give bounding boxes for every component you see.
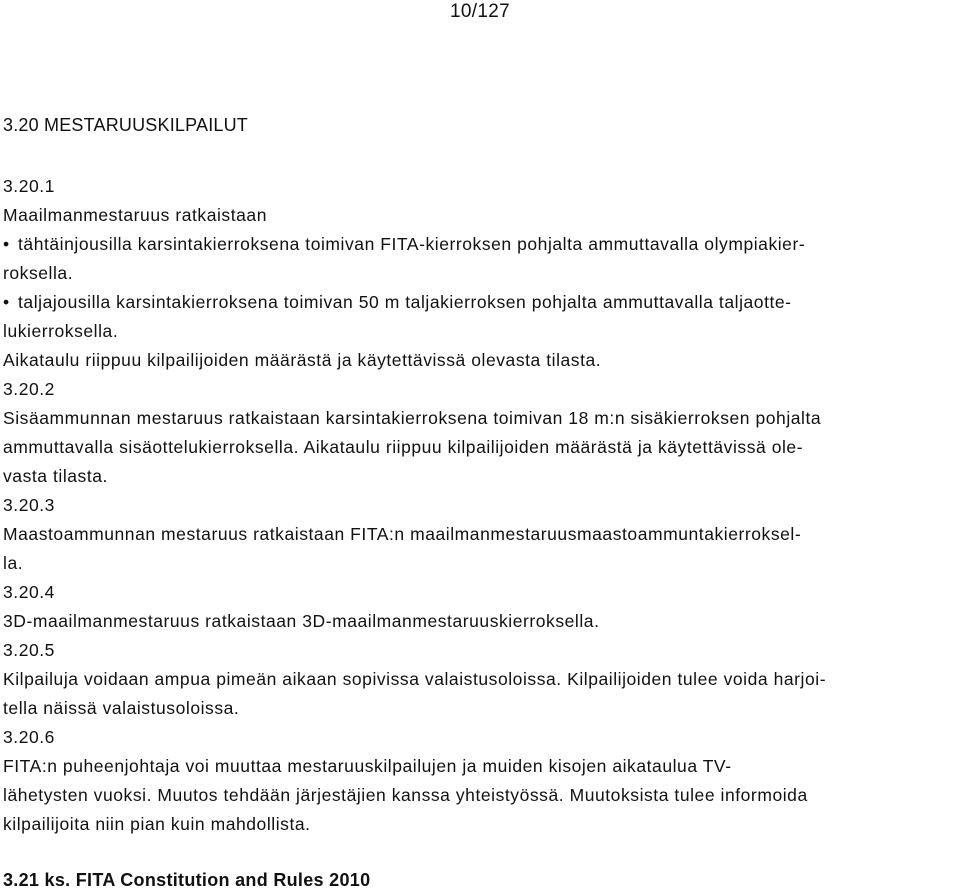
paragraph-3-20-2-line-1: Sisäammunnan mestaruus ratkaistaan karsintakierroksena toimivan 18 m:n sisäkierroksen pohjalta bbox=[3, 408, 822, 428]
paragraph-3-20-2-line-3: vasta tilasta. bbox=[3, 466, 108, 486]
paragraph-3-20-3-line-1: Maastoammunnan mestaruus ratkaistaan FITA:n maailmanmestaruusmaastoammuntakierroksel- bbox=[3, 524, 802, 544]
paragraph-3-20-4-line-1: 3D-maailmanmestaruus ratkaistaan 3D-maailmanmestaruuskierroksella. bbox=[3, 611, 600, 631]
bullet-item-1 bbox=[3, 230, 957, 259]
paragraph-3-20-3-line-2: la. bbox=[3, 553, 24, 573]
paragraph-3-20-2-line-2: ammuttavalla sisäottelukierroksella. Aikataulu riippuu kilpailijoiden määrästä ja käytettävissä ole- bbox=[3, 437, 804, 457]
bullet-item-2-continuation: lukierroksella. bbox=[3, 321, 119, 341]
document-body bbox=[3, 172, 957, 839]
next-section-heading: 3.21 ks. FITA Constitution and Rules 2010 bbox=[3, 870, 371, 890]
paragraph-3-20-1: Aikataulu riippuu kilpailijoiden määrästä ja käytettävissä olevasta tilasta. bbox=[3, 350, 602, 370]
section-number-3-20-1: 3.20.1 bbox=[3, 176, 55, 196]
bullet-item-1-continuation: roksella. bbox=[3, 263, 74, 283]
section-number-3-20-6: 3.20.6 bbox=[3, 727, 55, 747]
paragraph-3-20-6-line-1: FITA:n puheenjohtaja voi muuttaa mestaruuskilpailujen ja muiden kisojen aikataulua TV- bbox=[3, 756, 732, 776]
paragraph-3-20-5-line-1: Kilpailuja voidaan ampua pimeän aikaan sopivissa valaistusoloissa. Kilpailijoiden tulee voida harjoi- bbox=[3, 669, 827, 689]
bullet-icon: • bbox=[3, 292, 10, 312]
bullet-icon: • bbox=[3, 234, 10, 254]
bullet-item-2 bbox=[3, 288, 957, 317]
section-number-3-20-4: 3.20.4 bbox=[3, 582, 55, 602]
section-heading: 3.20 MESTARUUSKILPAILUT bbox=[3, 115, 249, 135]
bullet-item-1-text: tähtäinjousilla karsintakierroksena toimivan FITA-kierroksen pohjalta ammuttavalla olympiakier- bbox=[18, 234, 806, 254]
paragraph-3-20-5-line-2: tella näissä valaistusoloissa. bbox=[3, 698, 240, 718]
section-title-3-20-1: Maailmanmestaruus ratkaistaan bbox=[3, 205, 267, 225]
bullet-item-2-text: taljajousilla karsintakierroksena toimivan 50 m taljakierroksen pohjalta ammuttavalla taljaotte- bbox=[18, 292, 792, 312]
section-number-3-20-2: 3.20.2 bbox=[3, 379, 55, 399]
page-number: 10/127 bbox=[450, 1, 510, 22]
section-number-3-20-3: 3.20.3 bbox=[3, 495, 55, 515]
paragraph-3-20-6-line-2: lähetysten vuoksi. Muutos tehdään järjestäjien kanssa yhteistyössä. Muutoksista tulee informoida bbox=[3, 785, 808, 805]
section-number-3-20-5: 3.20.5 bbox=[3, 640, 55, 660]
paragraph-3-20-6-line-3: kilpailijoita niin pian kuin mahdollista. bbox=[3, 814, 311, 834]
